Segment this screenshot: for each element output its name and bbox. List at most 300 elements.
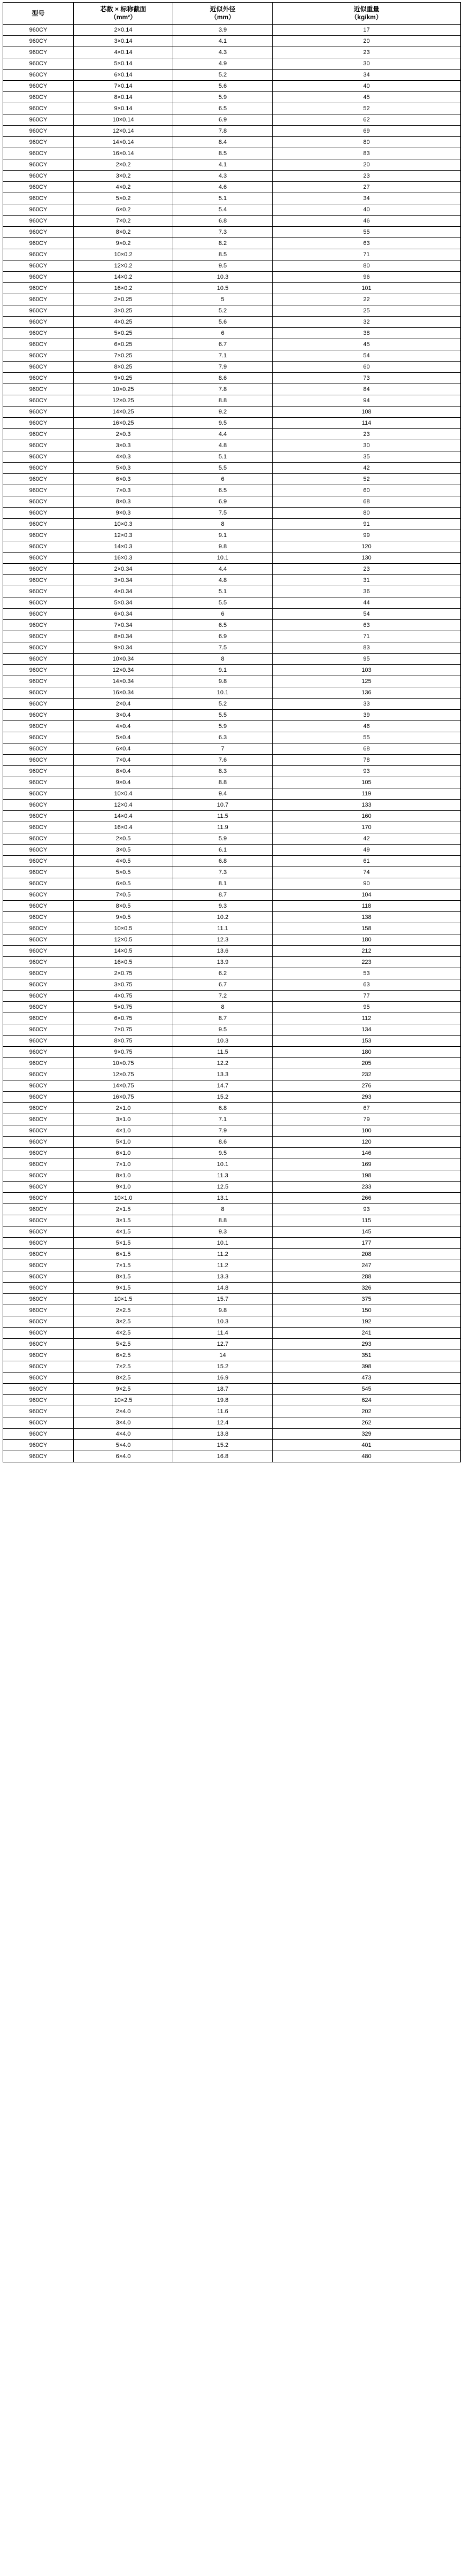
table-row — [3, 70, 461, 81]
cell-outer-diameter: 13.1 — [173, 1193, 273, 1204]
table-body — [3, 25, 461, 1462]
cell-cores-section: 6×0.25 — [74, 339, 173, 350]
cell-weight: 112 — [273, 1013, 461, 1024]
cell-outer-diameter: 5.9 — [173, 721, 273, 732]
column-header-cores-section-line2: （mm²） — [110, 13, 137, 21]
cell-cores-section: 6×1.0 — [74, 1148, 173, 1159]
cell-weight: 42 — [273, 833, 461, 845]
cell-outer-diameter: 15.7 — [173, 1294, 273, 1305]
cell-model: 960CY — [3, 1013, 74, 1024]
cell-model: 960CY — [3, 1092, 74, 1103]
cell-model: 960CY — [3, 833, 74, 845]
table-row — [3, 1395, 461, 1406]
cell-outer-diameter: 8.6 — [173, 1137, 273, 1148]
cell-cores-section: 16×0.4 — [74, 822, 173, 833]
table-row — [3, 1226, 461, 1238]
cell-model: 960CY — [3, 485, 74, 496]
column-header-model — [3, 3, 74, 25]
cell-outer-diameter: 6.8 — [173, 856, 273, 867]
cell-weight: 63 — [273, 238, 461, 249]
table-row — [3, 631, 461, 642]
cell-cores-section: 5×0.25 — [74, 328, 173, 339]
cell-model: 960CY — [3, 1294, 74, 1305]
cell-cores-section: 5×4.0 — [74, 1440, 173, 1451]
cell-outer-diameter: 15.2 — [173, 1092, 273, 1103]
cell-model: 960CY — [3, 1350, 74, 1361]
cell-outer-diameter: 6.7 — [173, 339, 273, 350]
cell-model: 960CY — [3, 1215, 74, 1226]
cell-model: 960CY — [3, 407, 74, 418]
cell-cores-section: 5×0.5 — [74, 867, 173, 878]
cell-outer-diameter: 5 — [173, 294, 273, 305]
cell-weight: 79 — [273, 1114, 461, 1125]
cell-outer-diameter: 10.3 — [173, 1316, 273, 1328]
table-row — [3, 103, 461, 114]
cell-weight: 23 — [273, 429, 461, 440]
cell-model: 960CY — [3, 126, 74, 137]
table-row — [3, 1249, 461, 1260]
cell-weight: 130 — [273, 553, 461, 564]
cell-weight: 96 — [273, 272, 461, 283]
cell-cores-section: 8×0.4 — [74, 766, 173, 777]
cell-outer-diameter: 6.5 — [173, 620, 273, 631]
table-row — [3, 260, 461, 272]
table-row — [3, 182, 461, 193]
cell-weight: 293 — [273, 1092, 461, 1103]
table-header-row — [3, 3, 461, 25]
cell-cores-section: 10×0.5 — [74, 923, 173, 934]
cell-model: 960CY — [3, 721, 74, 732]
cell-outer-diameter: 4.3 — [173, 47, 273, 58]
cell-model: 960CY — [3, 362, 74, 373]
cell-outer-diameter: 8.1 — [173, 878, 273, 890]
cell-weight: 27 — [273, 182, 461, 193]
cell-model: 960CY — [3, 216, 74, 227]
cell-weight: 40 — [273, 81, 461, 92]
table-row — [3, 1238, 461, 1249]
cell-weight: 398 — [273, 1361, 461, 1373]
table-row — [3, 440, 461, 451]
table-row — [3, 901, 461, 912]
cell-outer-diameter: 7 — [173, 743, 273, 755]
cell-model: 960CY — [3, 1204, 74, 1215]
cell-cores-section: 4×0.3 — [74, 451, 173, 463]
cell-outer-diameter: 6.5 — [173, 103, 273, 114]
table-row — [3, 878, 461, 890]
table-row — [3, 339, 461, 350]
cell-cores-section: 14×0.14 — [74, 137, 173, 148]
cell-weight: 38 — [273, 328, 461, 339]
cell-cores-section: 7×0.4 — [74, 755, 173, 766]
cell-weight: 177 — [273, 1238, 461, 1249]
cell-model: 960CY — [3, 1429, 74, 1440]
table-row — [3, 676, 461, 687]
cell-outer-diameter: 12.7 — [173, 1339, 273, 1350]
cell-cores-section: 2×0.2 — [74, 159, 173, 171]
cell-outer-diameter: 6.8 — [173, 1103, 273, 1114]
cell-weight: 68 — [273, 743, 461, 755]
table-row — [3, 1451, 461, 1462]
table-row — [3, 822, 461, 833]
table-row — [3, 788, 461, 800]
cell-cores-section: 7×0.34 — [74, 620, 173, 631]
cell-cores-section: 6×0.5 — [74, 878, 173, 890]
cell-cores-section: 9×1.5 — [74, 1283, 173, 1294]
cell-model: 960CY — [3, 597, 74, 609]
cell-weight: 60 — [273, 362, 461, 373]
cell-cores-section: 10×0.14 — [74, 114, 173, 126]
cell-outer-diameter: 14 — [173, 1350, 273, 1361]
cell-outer-diameter: 19.8 — [173, 1395, 273, 1406]
cell-outer-diameter: 9.1 — [173, 665, 273, 676]
table-row — [3, 1170, 461, 1182]
cell-model: 960CY — [3, 519, 74, 530]
cell-model: 960CY — [3, 530, 74, 541]
cell-outer-diameter: 11.1 — [173, 923, 273, 934]
table-row — [3, 923, 461, 934]
cell-model: 960CY — [3, 159, 74, 171]
table-row — [3, 1271, 461, 1283]
cell-model: 960CY — [3, 1339, 74, 1350]
cell-cores-section: 8×0.5 — [74, 901, 173, 912]
table-row — [3, 609, 461, 620]
cell-cores-section: 12×0.5 — [74, 934, 173, 946]
cell-outer-diameter: 10.1 — [173, 1238, 273, 1249]
table-row — [3, 1406, 461, 1417]
cell-weight: 46 — [273, 721, 461, 732]
cell-cores-section: 8×1.0 — [74, 1170, 173, 1182]
table-row — [3, 204, 461, 216]
cell-weight: 33 — [273, 699, 461, 710]
cell-weight: 45 — [273, 339, 461, 350]
cell-cores-section: 10×0.2 — [74, 249, 173, 260]
cell-model: 960CY — [3, 81, 74, 92]
cell-model: 960CY — [3, 47, 74, 58]
cell-model: 960CY — [3, 1069, 74, 1080]
cell-cores-section: 3×0.3 — [74, 440, 173, 451]
cell-model: 960CY — [3, 58, 74, 70]
cell-model: 960CY — [3, 1159, 74, 1170]
cell-weight: 146 — [273, 1148, 461, 1159]
cell-cores-section: 14×0.25 — [74, 407, 173, 418]
cell-cores-section: 16×0.2 — [74, 283, 173, 294]
cell-weight: 17 — [273, 25, 461, 36]
cell-outer-diameter: 5.9 — [173, 92, 273, 103]
cell-outer-diameter: 9.5 — [173, 1148, 273, 1159]
table-row — [3, 575, 461, 586]
cell-outer-diameter: 6.7 — [173, 979, 273, 991]
cell-model: 960CY — [3, 901, 74, 912]
column-header-outer-diameter — [173, 3, 273, 25]
cell-outer-diameter: 14.7 — [173, 1080, 273, 1092]
cell-weight: 23 — [273, 47, 461, 58]
cell-outer-diameter: 9.5 — [173, 418, 273, 429]
cell-cores-section: 16×0.14 — [74, 148, 173, 159]
table-row — [3, 159, 461, 171]
cell-outer-diameter: 8.8 — [173, 1215, 273, 1226]
cell-weight: 198 — [273, 1170, 461, 1182]
table-row — [3, 1125, 461, 1137]
cell-cores-section: 3×0.34 — [74, 575, 173, 586]
cell-cores-section: 12×0.75 — [74, 1069, 173, 1080]
table-row — [3, 687, 461, 699]
table-row — [3, 1316, 461, 1328]
cell-outer-diameter: 5.6 — [173, 81, 273, 92]
cell-outer-diameter: 10.7 — [173, 800, 273, 811]
cell-model: 960CY — [3, 912, 74, 923]
table-row — [3, 451, 461, 463]
cell-model: 960CY — [3, 92, 74, 103]
cell-weight: 247 — [273, 1260, 461, 1271]
cell-weight: 180 — [273, 934, 461, 946]
cell-outer-diameter: 13.6 — [173, 946, 273, 957]
cell-outer-diameter: 8.4 — [173, 137, 273, 148]
table-row — [3, 890, 461, 901]
cell-model: 960CY — [3, 418, 74, 429]
cell-model: 960CY — [3, 260, 74, 272]
table-row — [3, 1024, 461, 1036]
cell-cores-section: 7×0.25 — [74, 350, 173, 362]
table-row — [3, 530, 461, 541]
cell-weight: 36 — [273, 586, 461, 597]
cell-cores-section: 10×1.5 — [74, 1294, 173, 1305]
cell-weight: 276 — [273, 1080, 461, 1092]
cell-outer-diameter: 8.6 — [173, 373, 273, 384]
cell-outer-diameter: 5.1 — [173, 586, 273, 597]
cell-cores-section: 12×0.25 — [74, 395, 173, 407]
cell-outer-diameter: 7.2 — [173, 991, 273, 1002]
cell-cores-section: 2×4.0 — [74, 1406, 173, 1417]
cell-model: 960CY — [3, 328, 74, 339]
table-row — [3, 1047, 461, 1058]
cell-model: 960CY — [3, 878, 74, 890]
cell-cores-section: 6×0.75 — [74, 1013, 173, 1024]
cell-weight: 375 — [273, 1294, 461, 1305]
cell-cores-section: 12×0.34 — [74, 665, 173, 676]
cell-weight: 136 — [273, 687, 461, 699]
cell-model: 960CY — [3, 1305, 74, 1316]
cell-weight: 53 — [273, 968, 461, 979]
table-row — [3, 58, 461, 70]
cell-model: 960CY — [3, 238, 74, 249]
cell-cores-section: 2×0.25 — [74, 294, 173, 305]
table-row — [3, 541, 461, 553]
table-row — [3, 1417, 461, 1429]
cell-model: 960CY — [3, 934, 74, 946]
cell-weight: 120 — [273, 541, 461, 553]
cell-model: 960CY — [3, 991, 74, 1002]
cell-cores-section: 3×0.25 — [74, 305, 173, 317]
table-row — [3, 721, 461, 732]
cell-cores-section: 8×1.5 — [74, 1271, 173, 1283]
cell-model: 960CY — [3, 193, 74, 204]
table-row — [3, 1092, 461, 1103]
cell-cores-section: 8×0.34 — [74, 631, 173, 642]
table-row — [3, 1103, 461, 1114]
cell-weight: 138 — [273, 912, 461, 923]
cell-cores-section: 8×0.2 — [74, 227, 173, 238]
column-header-cores-section-line1: 芯数 × 标称截面 — [100, 5, 146, 13]
cell-model: 960CY — [3, 395, 74, 407]
cell-cores-section: 2×0.5 — [74, 833, 173, 845]
cell-cores-section: 2×2.5 — [74, 1305, 173, 1316]
table-row — [3, 1215, 461, 1226]
table-row — [3, 114, 461, 126]
cell-cores-section: 8×0.3 — [74, 496, 173, 508]
table-row — [3, 463, 461, 474]
table-row — [3, 519, 461, 530]
cell-model: 960CY — [3, 339, 74, 350]
cell-weight: 104 — [273, 890, 461, 901]
cell-outer-diameter: 3.9 — [173, 25, 273, 36]
cell-outer-diameter: 11.6 — [173, 1406, 273, 1417]
cell-weight: 103 — [273, 665, 461, 676]
cell-weight: 34 — [273, 193, 461, 204]
cell-outer-diameter: 4.8 — [173, 575, 273, 586]
cell-model: 960CY — [3, 586, 74, 597]
cell-outer-diameter: 12.4 — [173, 1417, 273, 1429]
cell-weight: 145 — [273, 1226, 461, 1238]
cell-weight: 63 — [273, 979, 461, 991]
table-row — [3, 845, 461, 856]
cell-model: 960CY — [3, 1080, 74, 1092]
cell-model: 960CY — [3, 923, 74, 934]
cell-model: 960CY — [3, 496, 74, 508]
cell-weight: 114 — [273, 418, 461, 429]
cell-model: 960CY — [3, 845, 74, 856]
table-row — [3, 620, 461, 631]
cell-model: 960CY — [3, 272, 74, 283]
cell-outer-diameter: 6 — [173, 609, 273, 620]
table-row — [3, 1361, 461, 1373]
cell-model: 960CY — [3, 1249, 74, 1260]
cell-model: 960CY — [3, 283, 74, 294]
cell-weight: 40 — [273, 204, 461, 216]
table-row — [3, 732, 461, 743]
cell-weight: 62 — [273, 114, 461, 126]
cell-outer-diameter: 5.5 — [173, 463, 273, 474]
cell-weight: 61 — [273, 856, 461, 867]
cell-model: 960CY — [3, 979, 74, 991]
cell-outer-diameter: 8.5 — [173, 148, 273, 159]
cell-weight: 160 — [273, 811, 461, 822]
cell-model: 960CY — [3, 631, 74, 642]
cell-cores-section: 10×0.4 — [74, 788, 173, 800]
table-row — [3, 979, 461, 991]
table-row — [3, 1080, 461, 1092]
table-row — [3, 373, 461, 384]
cell-weight: 108 — [273, 407, 461, 418]
cell-cores-section: 9×0.75 — [74, 1047, 173, 1058]
cell-cores-section: 6×0.2 — [74, 204, 173, 216]
cell-cores-section: 6×1.5 — [74, 1249, 173, 1260]
cell-weight: 119 — [273, 788, 461, 800]
cell-cores-section: 4×0.34 — [74, 586, 173, 597]
table-row — [3, 665, 461, 676]
cell-model: 960CY — [3, 137, 74, 148]
table-row — [3, 1283, 461, 1294]
table-row — [3, 1328, 461, 1339]
cell-weight: 288 — [273, 1271, 461, 1283]
cell-outer-diameter: 7.1 — [173, 1114, 273, 1125]
table-row — [3, 362, 461, 373]
cell-weight: 480 — [273, 1451, 461, 1462]
cell-weight: 80 — [273, 137, 461, 148]
cell-cores-section: 9×2.5 — [74, 1384, 173, 1395]
table-row — [3, 1002, 461, 1013]
cell-weight: 329 — [273, 1429, 461, 1440]
column-header-weight — [273, 3, 461, 25]
cell-model: 960CY — [3, 249, 74, 260]
cell-outer-diameter: 9.4 — [173, 788, 273, 800]
cell-outer-diameter: 4.4 — [173, 564, 273, 575]
cell-model: 960CY — [3, 755, 74, 766]
cell-model: 960CY — [3, 856, 74, 867]
cell-cores-section: 9×0.25 — [74, 373, 173, 384]
cell-outer-diameter: 15.2 — [173, 1361, 273, 1373]
cell-outer-diameter: 9.5 — [173, 1024, 273, 1036]
table-row — [3, 1069, 461, 1080]
cell-cores-section: 2×0.3 — [74, 429, 173, 440]
column-header-weight-line1: 近似重量 — [353, 5, 380, 13]
cell-model: 960CY — [3, 687, 74, 699]
cell-weight: 100 — [273, 1125, 461, 1137]
cell-cores-section: 4×0.2 — [74, 182, 173, 193]
cell-weight: 23 — [273, 564, 461, 575]
cell-cores-section: 5×0.34 — [74, 597, 173, 609]
cell-weight: 78 — [273, 755, 461, 766]
cell-model: 960CY — [3, 1260, 74, 1271]
cell-outer-diameter: 13.9 — [173, 957, 273, 968]
cell-outer-diameter: 5.5 — [173, 710, 273, 721]
cell-outer-diameter: 18.7 — [173, 1384, 273, 1395]
cell-outer-diameter: 8 — [173, 519, 273, 530]
cell-cores-section: 4×4.0 — [74, 1429, 173, 1440]
table-row — [3, 586, 461, 597]
cell-outer-diameter: 10.2 — [173, 912, 273, 923]
cell-weight: 192 — [273, 1316, 461, 1328]
cell-model: 960CY — [3, 373, 74, 384]
cell-weight: 32 — [273, 317, 461, 328]
cell-cores-section: 7×0.2 — [74, 216, 173, 227]
cell-weight: 74 — [273, 867, 461, 878]
cell-outer-diameter: 6.1 — [173, 845, 273, 856]
cell-weight: 115 — [273, 1215, 461, 1226]
cell-weight: 105 — [273, 777, 461, 788]
table-row — [3, 811, 461, 822]
cell-weight: 233 — [273, 1182, 461, 1193]
cell-weight: 624 — [273, 1395, 461, 1406]
cell-outer-diameter: 6.9 — [173, 631, 273, 642]
cell-cores-section: 2×1.0 — [74, 1103, 173, 1114]
cell-weight: 80 — [273, 508, 461, 519]
cell-outer-diameter: 5.5 — [173, 597, 273, 609]
table-row — [3, 485, 461, 496]
cell-weight: 77 — [273, 991, 461, 1002]
cell-weight: 63 — [273, 620, 461, 631]
table-row — [3, 968, 461, 979]
cell-weight: 52 — [273, 474, 461, 485]
column-header-model-line1: 型号 — [32, 9, 45, 17]
table-row — [3, 1350, 461, 1361]
cell-model: 960CY — [3, 1417, 74, 1429]
cell-model: 960CY — [3, 1283, 74, 1294]
cell-outer-diameter: 9.2 — [173, 407, 273, 418]
cell-model: 960CY — [3, 665, 74, 676]
cell-model: 960CY — [3, 564, 74, 575]
table-row — [3, 1204, 461, 1215]
table-row — [3, 429, 461, 440]
